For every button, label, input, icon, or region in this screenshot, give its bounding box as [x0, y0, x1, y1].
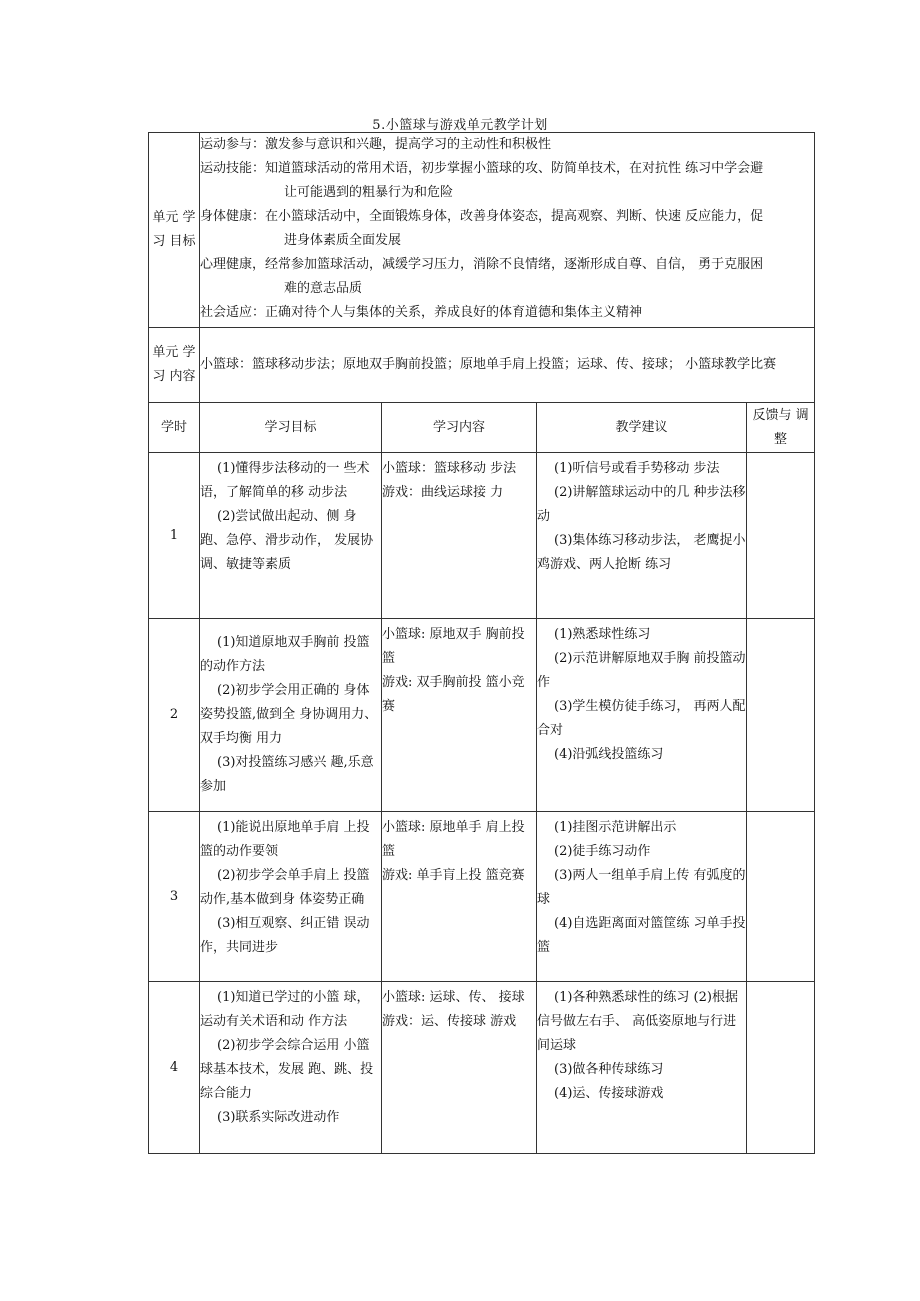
- lesson-feedback-cell: [747, 982, 815, 1154]
- lesson-advice-line: (2)讲解篮球运动中的几 种步法移动: [537, 485, 746, 524]
- lesson-goals-line: (1)知道已学过的小篮 球，运动有关术语和动 作方法: [200, 990, 370, 1029]
- lesson-content-cell: [382, 453, 537, 619]
- lesson-advice-line: (3)两人一组单手肩上传 有弧度的球: [537, 868, 746, 907]
- lesson-content-cell: [382, 812, 537, 982]
- lesson-rows: [149, 453, 815, 1154]
- lesson-content-line: 小篮球：篮球移动 步法: [382, 461, 517, 476]
- lesson-goals-cell: [200, 982, 382, 1154]
- lesson-goals-line: (1)知道原地双手胸前 投篮的动作方法: [200, 635, 370, 674]
- lesson-advice-line: (3)学生模仿徒手练习， 再两人配合对: [537, 699, 746, 738]
- header-hours: 学时: [149, 403, 200, 453]
- lesson-goals-line: (2)尝试做出起动、侧 身跑、急停、滑步动作， 发展协调、敏捷等素质: [200, 509, 374, 572]
- lesson-goals-line: (2)初步学会综合运用 小篮球基本技术，发展 跑、跳、投综合能力: [200, 1038, 374, 1101]
- lesson-advice-line: (4)自选距离面对篮筐练 习单手投篮: [537, 916, 746, 955]
- unit-goal-text: 经常参加篮球活动，减缓学习压力，消除不良情绪，逐渐形成自尊、自信， 勇于克服困: [265, 257, 764, 272]
- lesson-content-line: 小篮球: 原地双手 胸前投篮: [382, 627, 525, 666]
- lesson-goals-cell: [200, 453, 382, 619]
- lesson-feedback-cell: [747, 619, 815, 812]
- lesson-content-line: 小篮球: 原地单手 肩上投篮: [382, 820, 525, 859]
- unit-goal-item: [200, 157, 814, 181]
- lesson-row: [149, 982, 815, 1154]
- unit-goal-item: [200, 133, 814, 157]
- lesson-content-cell: [382, 982, 537, 1154]
- unit-goal-continuation: 让可能遇到的粗暴行为和危险: [284, 185, 454, 200]
- lesson-goals-line: (2)初步学会单手肩上 投篮动作,基本做到身 体姿势正确: [200, 868, 370, 907]
- unit-goal-text: 在小篮球活动中，全面锻炼身体，改善身体姿态，提高观察、判断、快速 反应能力，促: [265, 209, 764, 224]
- teaching-plan-table: [148, 132, 815, 1154]
- header-feedback: 反馈与 调整: [747, 403, 815, 453]
- lesson-content-line: 游戏: 双手胸前投 篮小竞赛: [382, 675, 525, 714]
- header-goals: 学习目标: [200, 403, 382, 453]
- header-advice: 教学建议: [537, 403, 747, 453]
- unit-goal-item: [200, 205, 814, 229]
- unit-goal-key: 运动参与：: [200, 137, 266, 152]
- lesson-content-line: 游戏：曲线运球接 力: [382, 485, 504, 500]
- lesson-row: [149, 619, 815, 812]
- table-header-row: [149, 403, 815, 453]
- lesson-number: 1: [149, 453, 200, 619]
- lesson-number: 4: [149, 982, 200, 1154]
- unit-goal-continuation: 难的意志品质: [284, 281, 363, 296]
- lesson-goals-cell: [200, 812, 382, 982]
- unit-goals-list: [200, 133, 814, 325]
- lesson-advice-line: (4)沿弧线投篮练习: [554, 747, 664, 762]
- lesson-content-line: 小篮球: 运球、传、 接球: [382, 990, 525, 1005]
- lesson-goals-line: (1)能说出原地单手肩 上投篮的动作要领: [200, 820, 370, 859]
- unit-goals-label: 单元 学习 目标: [149, 133, 200, 328]
- unit-goal-item: [200, 253, 814, 277]
- header-content: 学习内容: [382, 403, 537, 453]
- page-title: 5.小篮球与游戏单元教学计划: [372, 118, 548, 133]
- unit-goal-text: 知道篮球活动的常用术语，初步掌握小篮球的攻、防简单技术，在对抗性 练习中学会避: [265, 161, 764, 176]
- lesson-advice-line: (4)运、传接球游戏: [554, 1086, 664, 1101]
- lesson-goals-line: (3)联系实际改进动作: [217, 1110, 340, 1125]
- lesson-goals-line: (2)初步学会用正确的 身体姿势投篮,做到全 身协调用力、双手均衡 用力: [200, 683, 378, 746]
- lesson-goals-line: (3)相互观察、纠正错 误动作，共同进步: [200, 916, 370, 955]
- lesson-advice-line: (1)挂图示范讲解出示: [554, 820, 677, 835]
- unit-goal-item: [200, 301, 814, 325]
- lesson-row: [149, 453, 815, 619]
- unit-goal-key: 身体健康：: [200, 209, 266, 224]
- lesson-goals-cell: [200, 619, 382, 812]
- lesson-advice-line: (1)熟悉球性练习: [554, 627, 651, 642]
- lesson-content-cell: [382, 619, 537, 812]
- lesson-row: [149, 812, 815, 982]
- lesson-advice-line: (1)各种熟悉球性的练习 (2)根据信号做左右手、 高低姿原地与行进间运球: [537, 990, 738, 1053]
- unit-goal-text: 正确对待个人与集体的关系，养成良好的体育道德和集体主义精神: [265, 305, 643, 320]
- lesson-advice-cell: [537, 453, 747, 619]
- lesson-goals-line: (3)对投篮练习感兴 趣,乐意参加: [200, 755, 374, 794]
- lesson-advice-line: (2)示范讲解原地双手胸 前投篮动作: [537, 651, 746, 690]
- lesson-number: 3: [149, 812, 200, 982]
- unit-goal-continuation: 进身体素质全面发展: [284, 233, 402, 248]
- unit-goal-key: 社会适应：: [200, 305, 266, 320]
- lesson-content-line: 游戏：运、传接球 游戏: [382, 1014, 517, 1029]
- unit-content-row: [149, 328, 815, 403]
- unit-goal-text: 激发参与意识和兴趣，提高学习的主动性和积极性: [265, 137, 552, 152]
- lesson-advice-cell: [537, 812, 747, 982]
- lesson-number: 2: [149, 619, 200, 812]
- unit-goal-key: 心理健康，: [200, 257, 266, 272]
- lesson-advice-cell: [537, 982, 747, 1154]
- lesson-advice-cell: [537, 619, 747, 812]
- unit-content-label: 单元 学习 内容: [149, 328, 200, 403]
- lesson-advice-line: (1)听信号或看手势移动 步法: [554, 461, 720, 476]
- lesson-advice-line: (3)集体练习移动步法， 老鹰捉小鸡游戏、两人抢断 练习: [537, 533, 746, 572]
- unit-goals-row: [149, 133, 815, 328]
- lesson-advice-line: (2)徒手练习动作: [554, 844, 651, 859]
- unit-content-text: 小篮球：篮球移动步法；原地双手胸前投篮；原地单手肩上投篮；运球、传、接球； 小篮球教学比赛: [200, 328, 815, 403]
- unit-goal-key: 运动技能：: [200, 161, 266, 176]
- lesson-advice-line: (3)做各种传球练习: [554, 1062, 664, 1077]
- lesson-feedback-cell: [747, 453, 815, 619]
- lesson-feedback-cell: [747, 812, 815, 982]
- unit-goals-cell: [200, 133, 815, 328]
- lesson-content-line: 游戏: 单手肓上投 篮竞赛: [382, 868, 525, 883]
- lesson-goals-line: (1)懂得步法移动的一 些术语，了解简单的移 动步法: [200, 461, 370, 500]
